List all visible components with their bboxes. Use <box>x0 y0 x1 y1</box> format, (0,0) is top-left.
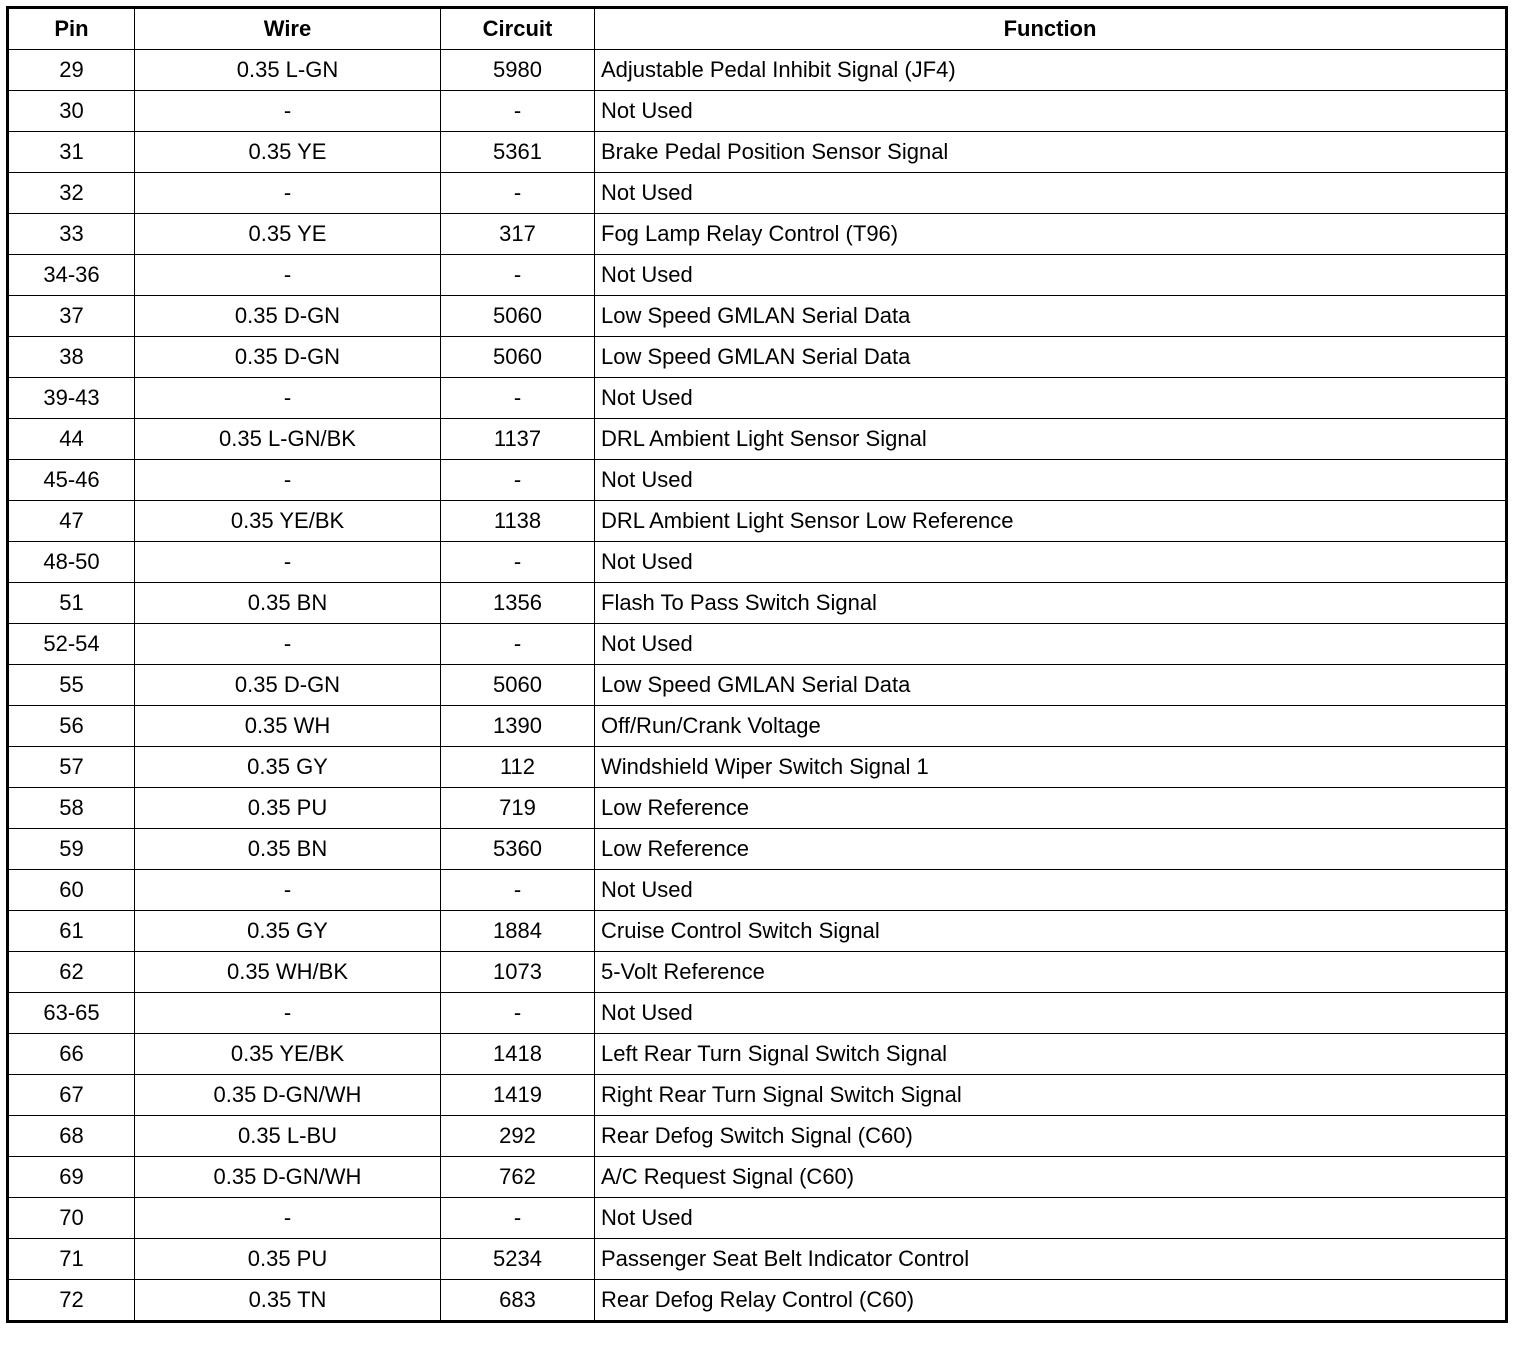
circuit-cell: - <box>441 993 595 1034</box>
circuit-cell: 317 <box>441 214 595 255</box>
circuit-cell: 1356 <box>441 583 595 624</box>
circuit-cell: 683 <box>441 1280 595 1322</box>
pin-cell: 66 <box>8 1034 135 1075</box>
pin-cell: 70 <box>8 1198 135 1239</box>
pin-cell: 57 <box>8 747 135 788</box>
table-row <box>8 1116 1507 1157</box>
wire-cell: 0.35 D-GN/WH <box>135 1157 441 1198</box>
table-row <box>8 870 1507 911</box>
table-body <box>8 50 1507 1322</box>
pin-cell: 51 <box>8 583 135 624</box>
wire-cell: 0.35 D-GN <box>135 296 441 337</box>
pin-cell: 47 <box>8 501 135 542</box>
function-cell: Brake Pedal Position Sensor Signal <box>595 132 1507 173</box>
circuit-cell: 5361 <box>441 132 595 173</box>
function-cell: Rear Defog Switch Signal (C60) <box>595 1116 1507 1157</box>
wire-cell: 0.35 D-GN <box>135 337 441 378</box>
pin-cell: 52-54 <box>8 624 135 665</box>
function-cell: Not Used <box>595 255 1507 296</box>
function-cell: Not Used <box>595 1198 1507 1239</box>
function-cell: Rear Defog Relay Control (C60) <box>595 1280 1507 1322</box>
circuit-cell: - <box>441 870 595 911</box>
wire-cell: 0.35 YE <box>135 132 441 173</box>
pin-cell: 48-50 <box>8 542 135 583</box>
pin-cell: 31 <box>8 132 135 173</box>
function-cell: Low Speed GMLAN Serial Data <box>595 296 1507 337</box>
wire-cell: - <box>135 542 441 583</box>
wire-cell: 0.35 PU <box>135 1239 441 1280</box>
table-row <box>8 624 1507 665</box>
function-cell: Cruise Control Switch Signal <box>595 911 1507 952</box>
function-cell: Low Reference <box>595 829 1507 870</box>
function-cell: Flash To Pass Switch Signal <box>595 583 1507 624</box>
table-row <box>8 501 1507 542</box>
function-cell: Off/Run/Crank Voltage <box>595 706 1507 747</box>
function-cell: Not Used <box>595 378 1507 419</box>
function-cell: Passenger Seat Belt Indicator Control <box>595 1239 1507 1280</box>
circuit-cell: - <box>441 173 595 214</box>
table-header-row <box>8 8 1507 50</box>
circuit-cell: 1073 <box>441 952 595 993</box>
table-row <box>8 337 1507 378</box>
table-row <box>8 1280 1507 1322</box>
table-row <box>8 788 1507 829</box>
table-row <box>8 50 1507 91</box>
wire-cell: - <box>135 460 441 501</box>
wire-cell: - <box>135 91 441 132</box>
circuit-cell: - <box>441 624 595 665</box>
function-cell: Not Used <box>595 460 1507 501</box>
wire-cell: 0.35 PU <box>135 788 441 829</box>
pin-cell: 44 <box>8 419 135 460</box>
function-cell: Not Used <box>595 542 1507 583</box>
pin-cell: 63-65 <box>8 993 135 1034</box>
wire-cell: 0.35 WH <box>135 706 441 747</box>
circuit-cell: 292 <box>441 1116 595 1157</box>
wire-cell: - <box>135 1198 441 1239</box>
function-cell: Not Used <box>595 870 1507 911</box>
function-cell: Not Used <box>595 173 1507 214</box>
table-row <box>8 952 1507 993</box>
header-function: Function <box>595 8 1507 50</box>
table-row <box>8 829 1507 870</box>
circuit-cell: - <box>441 460 595 501</box>
function-cell: Low Speed GMLAN Serial Data <box>595 665 1507 706</box>
wire-cell: - <box>135 870 441 911</box>
function-cell: Not Used <box>595 624 1507 665</box>
circuit-cell: 112 <box>441 747 595 788</box>
function-cell: Windshield Wiper Switch Signal 1 <box>595 747 1507 788</box>
table-row <box>8 378 1507 419</box>
circuit-cell: - <box>441 1198 595 1239</box>
circuit-cell: 1390 <box>441 706 595 747</box>
function-cell: DRL Ambient Light Sensor Signal <box>595 419 1507 460</box>
table-row <box>8 583 1507 624</box>
table-row <box>8 1157 1507 1198</box>
pin-cell: 34-36 <box>8 255 135 296</box>
table-row <box>8 1198 1507 1239</box>
pin-cell: 68 <box>8 1116 135 1157</box>
pin-cell: 62 <box>8 952 135 993</box>
wire-cell: 0.35 TN <box>135 1280 441 1322</box>
pin-cell: 58 <box>8 788 135 829</box>
wire-cell: 0.35 L-GN <box>135 50 441 91</box>
pin-cell: 32 <box>8 173 135 214</box>
table-row <box>8 419 1507 460</box>
wire-cell: 0.35 YE <box>135 214 441 255</box>
table-row <box>8 542 1507 583</box>
wire-cell: - <box>135 378 441 419</box>
pin-cell: 59 <box>8 829 135 870</box>
function-cell: Not Used <box>595 91 1507 132</box>
wire-cell: 0.35 D-GN/WH <box>135 1075 441 1116</box>
pin-cell: 29 <box>8 50 135 91</box>
table-row <box>8 296 1507 337</box>
circuit-cell: 5360 <box>441 829 595 870</box>
connector-pinout-table <box>6 6 1508 1323</box>
table-row <box>8 706 1507 747</box>
wire-cell: 0.35 BN <box>135 829 441 870</box>
pin-cell: 61 <box>8 911 135 952</box>
wire-cell: - <box>135 255 441 296</box>
pin-cell: 33 <box>8 214 135 255</box>
table-row <box>8 1075 1507 1116</box>
wire-cell: 0.35 BN <box>135 583 441 624</box>
circuit-cell: - <box>441 378 595 419</box>
pin-cell: 39-43 <box>8 378 135 419</box>
pin-cell: 45-46 <box>8 460 135 501</box>
table-row <box>8 132 1507 173</box>
circuit-cell: 5980 <box>441 50 595 91</box>
wire-cell: - <box>135 173 441 214</box>
circuit-cell: - <box>441 91 595 132</box>
function-cell: Low Speed GMLAN Serial Data <box>595 337 1507 378</box>
table-row <box>8 993 1507 1034</box>
wire-cell: 0.35 GY <box>135 911 441 952</box>
circuit-cell: 1138 <box>441 501 595 542</box>
wire-cell: 0.35 L-GN/BK <box>135 419 441 460</box>
function-cell: 5-Volt Reference <box>595 952 1507 993</box>
table-row <box>8 173 1507 214</box>
header-circuit: Circuit <box>441 8 595 50</box>
wire-cell: 0.35 D-GN <box>135 665 441 706</box>
function-cell: Right Rear Turn Signal Switch Signal <box>595 1075 1507 1116</box>
pin-cell: 55 <box>8 665 135 706</box>
wire-cell: 0.35 YE/BK <box>135 1034 441 1075</box>
wire-cell: - <box>135 624 441 665</box>
wire-cell: 0.35 L-BU <box>135 1116 441 1157</box>
circuit-cell: 5060 <box>441 665 595 706</box>
circuit-cell: - <box>441 542 595 583</box>
pin-cell: 30 <box>8 91 135 132</box>
circuit-cell: 762 <box>441 1157 595 1198</box>
pin-cell: 38 <box>8 337 135 378</box>
table-row <box>8 460 1507 501</box>
pin-cell: 37 <box>8 296 135 337</box>
function-cell: Left Rear Turn Signal Switch Signal <box>595 1034 1507 1075</box>
circuit-cell: 719 <box>441 788 595 829</box>
table-row <box>8 665 1507 706</box>
circuit-cell: 1884 <box>441 911 595 952</box>
pin-cell: 72 <box>8 1280 135 1322</box>
function-cell: Adjustable Pedal Inhibit Signal (JF4) <box>595 50 1507 91</box>
pin-cell: 69 <box>8 1157 135 1198</box>
circuit-cell: - <box>441 255 595 296</box>
circuit-cell: 5234 <box>441 1239 595 1280</box>
circuit-cell: 5060 <box>441 296 595 337</box>
function-cell: A/C Request Signal (C60) <box>595 1157 1507 1198</box>
table-row <box>8 1034 1507 1075</box>
wire-cell: 0.35 WH/BK <box>135 952 441 993</box>
pin-cell: 67 <box>8 1075 135 1116</box>
circuit-cell: 1137 <box>441 419 595 460</box>
wire-cell: 0.35 YE/BK <box>135 501 441 542</box>
table-row <box>8 255 1507 296</box>
function-cell: Fog Lamp Relay Control (T96) <box>595 214 1507 255</box>
table-row <box>8 91 1507 132</box>
table-row <box>8 1239 1507 1280</box>
header-pin: Pin <box>8 8 135 50</box>
table-row <box>8 214 1507 255</box>
pin-cell: 60 <box>8 870 135 911</box>
circuit-cell: 1419 <box>441 1075 595 1116</box>
pin-cell: 71 <box>8 1239 135 1280</box>
header-wire: Wire <box>135 8 441 50</box>
table-row <box>8 747 1507 788</box>
function-cell: DRL Ambient Light Sensor Low Reference <box>595 501 1507 542</box>
function-cell: Not Used <box>595 993 1507 1034</box>
wire-cell: - <box>135 993 441 1034</box>
table-row <box>8 911 1507 952</box>
pin-cell: 56 <box>8 706 135 747</box>
circuit-cell: 1418 <box>441 1034 595 1075</box>
circuit-cell: 5060 <box>441 337 595 378</box>
wire-cell: 0.35 GY <box>135 747 441 788</box>
function-cell: Low Reference <box>595 788 1507 829</box>
